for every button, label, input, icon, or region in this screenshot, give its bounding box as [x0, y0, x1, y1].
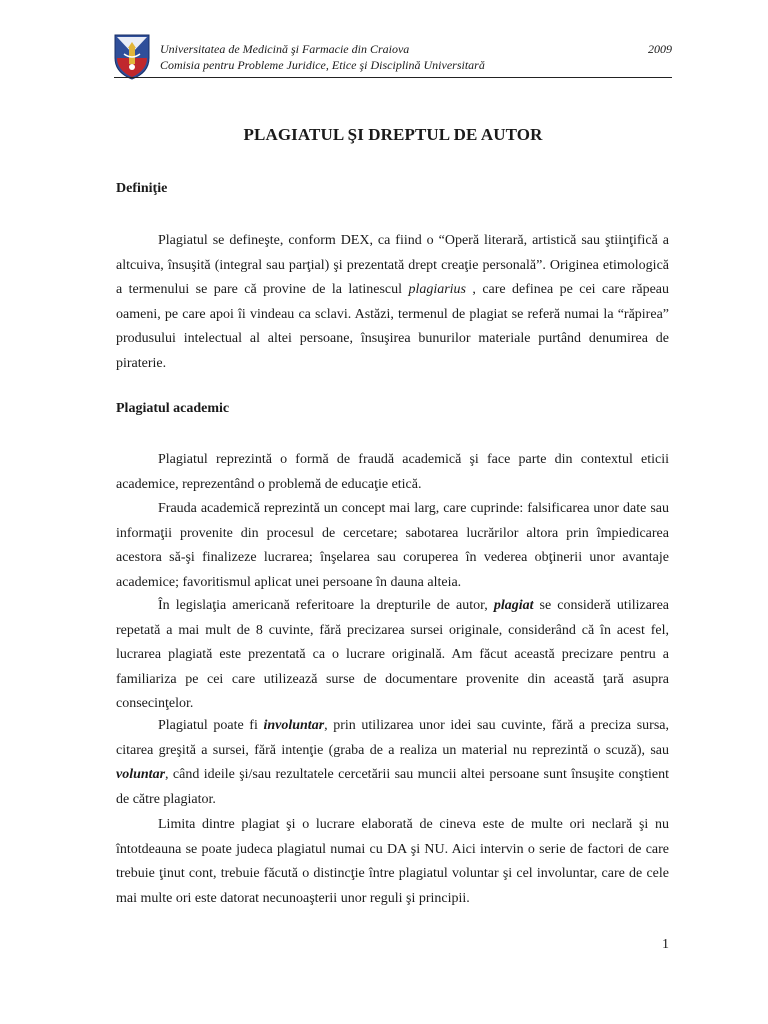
paragraph-voluntary-involuntary — [116, 714, 669, 812]
university-shield-logo — [114, 34, 150, 80]
emphasis-plagiarius: plagiarius — [408, 282, 467, 297]
header-divider — [114, 77, 672, 78]
paragraph-american-legislation — [116, 594, 669, 717]
page-number: 1 — [662, 937, 669, 952]
paragraph-text: , care definea pe cei care răpeau oameni, pe care apoi îi vindeau ca sclavi. Astăzi, termenul de plagiat se referă numai la “răpirea” produsului intelectual al altei persoane, însuşirea bunurilor materiale purtând denumirea de piraterie. — [116, 282, 669, 371]
paragraph-academic-fraud-intro: Plagiatul reprezintă o formă de fraudă academică şi face parte din contextul eticii academice, reprezentând o problemă de educaţie etică. — [116, 452, 669, 492]
university-name: Universitatea de Medicină şi Farmacie din Craiova — [160, 42, 410, 56]
section-heading-definitie: Definiţie — [116, 181, 168, 196]
paragraph-text: , când ideile şi/sau rezultatele cercetării sau muncii altei persoane sunt însuşite conştient de către plagiator. — [116, 767, 669, 807]
paragraph-text: se consideră utilizarea repetată a mai mult de 8 cuvinte, fără precizarea sursei originale, considerând că în acest fel, lucrarea plagiată este prezentată ca o lucrare originală. Am făcut această precizare pentru a familiariza pe cei care utilizează surse de documentare provenite din această ţară asupra consecinţelor. — [116, 598, 670, 711]
paragraph-definition — [116, 229, 669, 376]
header-year: 2009 — [648, 42, 672, 56]
paragraph-limits: Limita dintre plagiat şi o lucrare elaborată de cineva este de multe ori neclară şi nu întotdeauna se poate judeca plagiatul numai cu DA şi NU. Aici intervin o serie de factori de care trebuie ţinut cont, trebuie făcută o distincţie între plagiatul voluntar şi cel involuntar, care de cele mai multe ori este datorat necunoaşterii unor reguli şi principii. — [116, 817, 669, 906]
commission-name: Comisia pentru Probleme Juridice, Etice şi Disciplină Universitară — [160, 58, 485, 72]
emphasis-plagiat: plagiat — [493, 598, 534, 613]
section-heading-plagiatul-academic: Plagiatul academic — [116, 401, 230, 416]
emphasis-voluntar: voluntar — [116, 767, 166, 782]
page-header — [114, 32, 672, 80]
emphasis-involuntar: involuntar — [263, 718, 325, 733]
paragraph-text: , prin utilizarea unor idei sau cuvinte, fără a preciza sursa, citarea greşită a sursei, fără intenţie (graba de a realiza un material nu reprezintă o scuză), sau — [116, 718, 669, 758]
paragraph-text: Plagiatul se defineşte, conform DEX, ca fiind o “Operă literară, artistică sau ştiinţifică a altcuiva, însuşită (integral sau parţial) şi prezentată drept creaţie personală”. Originea etimologică a termenului se pare că provine de la latinescul — [116, 233, 669, 297]
header-text — [160, 41, 485, 73]
document-title: PLAGIATUL ŞI DREPTUL DE AUTOR — [243, 125, 543, 144]
paragraph-academic-fraud-definition: Frauda academică reprezintă un concept mai larg, care cuprinde: falsificarea unor date sau informaţii provenite din procesul de cercetare; sabotarea lucrărilor altora prin împiedicarea acestora să-şi finalizeze lucrarea; înşelarea sau coruperea în vederea obţinerii unor avantaje academice; favoritismul aplicat unei persoane în dauna alteia. — [116, 501, 669, 590]
paragraph-text: În legislaţia americană referitoare la drepturile de autor, — [158, 598, 494, 613]
paragraph-text: Plagiatul poate fi — [158, 718, 264, 733]
